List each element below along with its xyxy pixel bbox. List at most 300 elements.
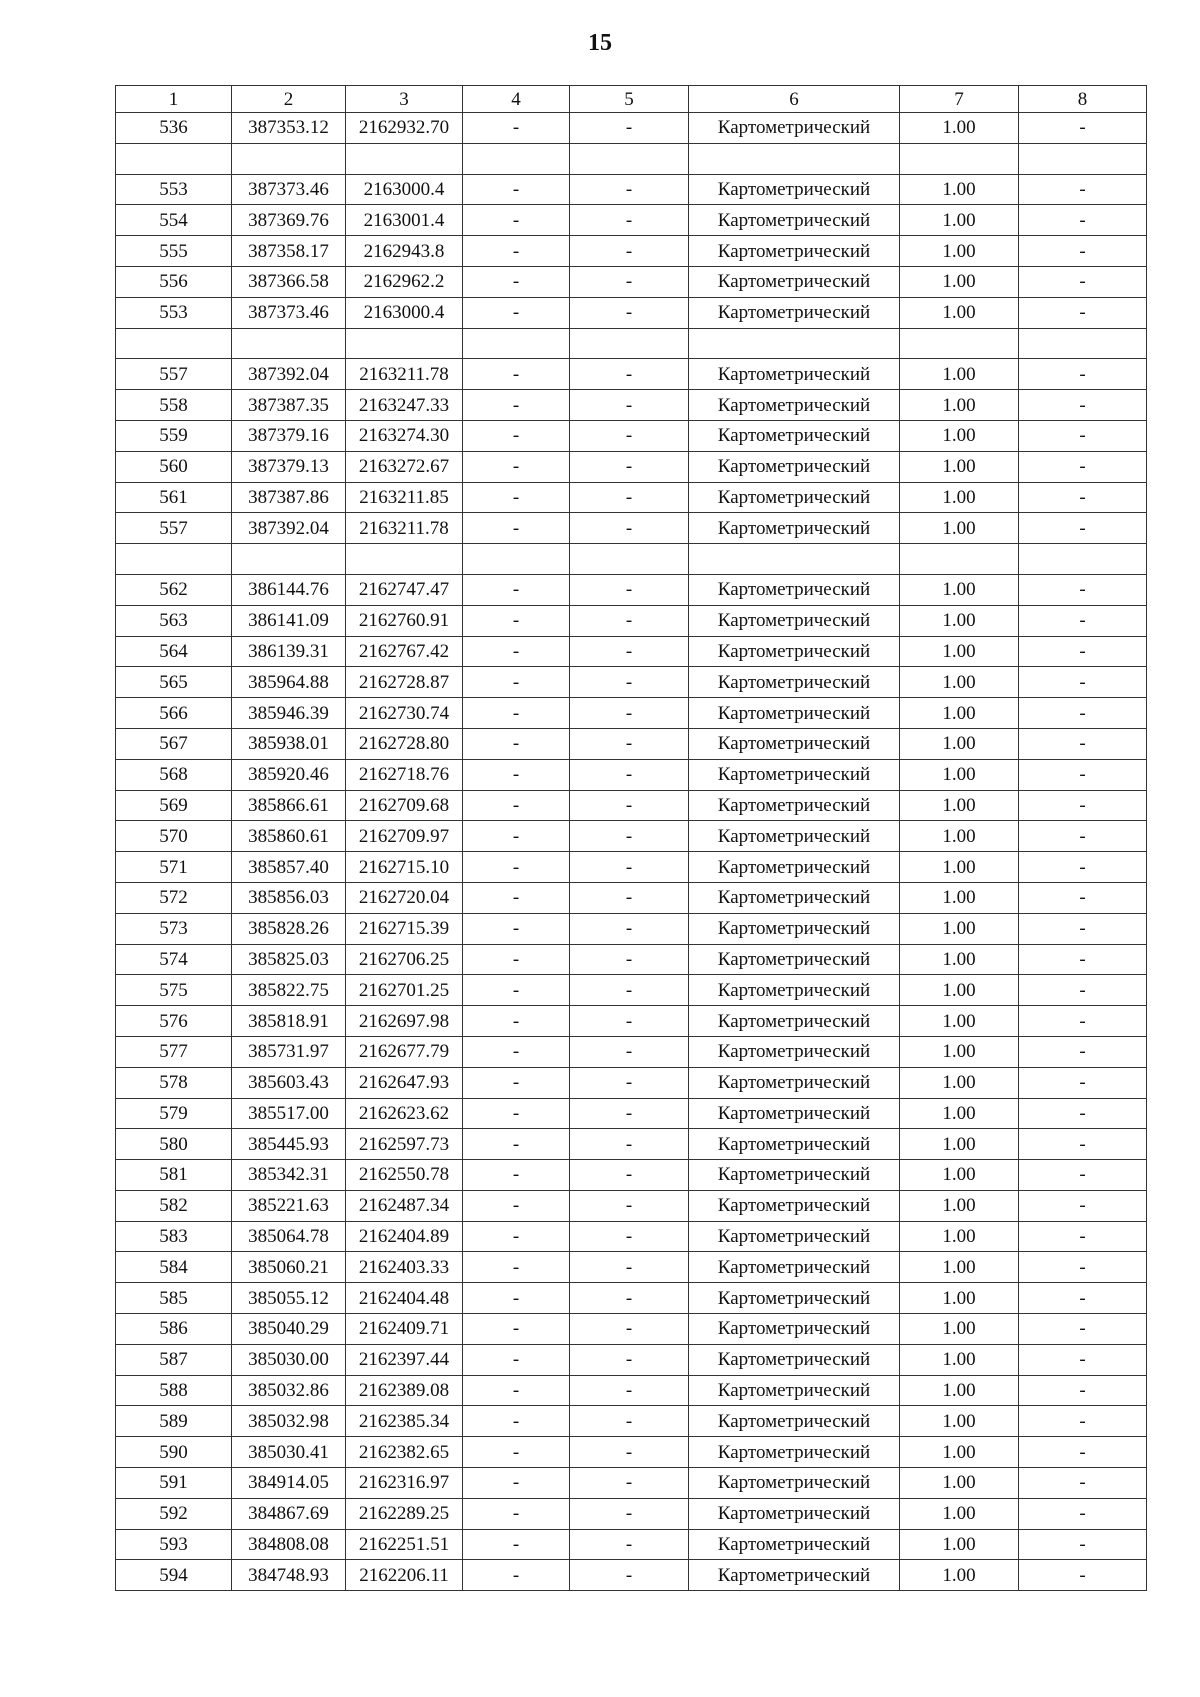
accuracy-cell: 1.00 bbox=[900, 205, 1019, 236]
y-coordinate-cell: 2162289.25 bbox=[346, 1498, 463, 1529]
y-coordinate-cell: 2162550.78 bbox=[346, 1160, 463, 1191]
y-coordinate-cell: 2163211.85 bbox=[346, 482, 463, 513]
method-cell: Картометрический bbox=[689, 451, 900, 482]
column-8-cell: - bbox=[1019, 852, 1147, 883]
y-coordinate-cell: 2162623.62 bbox=[346, 1098, 463, 1129]
accuracy-cell: 1.00 bbox=[900, 636, 1019, 667]
column-5-cell: - bbox=[570, 728, 689, 759]
column-8-cell: - bbox=[1019, 1529, 1147, 1560]
accuracy-cell: 1.00 bbox=[900, 390, 1019, 421]
accuracy-cell: 1.00 bbox=[900, 1375, 1019, 1406]
x-coordinate-cell bbox=[232, 328, 346, 359]
accuracy-cell: 1.00 bbox=[900, 451, 1019, 482]
column-8-cell: - bbox=[1019, 636, 1147, 667]
column-5-cell: - bbox=[570, 1283, 689, 1314]
column-5-cell: - bbox=[570, 482, 689, 513]
x-coordinate-cell: 385818.91 bbox=[232, 1006, 346, 1037]
accuracy-cell: 1.00 bbox=[900, 1160, 1019, 1191]
point-number-cell: 579 bbox=[116, 1098, 232, 1129]
table-row bbox=[116, 1252, 1147, 1283]
y-coordinate-cell: 2163274.30 bbox=[346, 420, 463, 451]
column-5-cell: - bbox=[570, 236, 689, 267]
method-cell: Картометрический bbox=[689, 882, 900, 913]
column-8-cell: - bbox=[1019, 420, 1147, 451]
point-number-cell: 591 bbox=[116, 1468, 232, 1499]
column-8-cell: - bbox=[1019, 236, 1147, 267]
table-body bbox=[116, 113, 1147, 1591]
point-number-cell: 560 bbox=[116, 451, 232, 482]
column-4-cell bbox=[463, 143, 570, 174]
method-cell: Картометрический bbox=[689, 852, 900, 883]
table-header bbox=[116, 86, 1147, 113]
point-number-cell: 566 bbox=[116, 698, 232, 729]
column-8-cell: - bbox=[1019, 667, 1147, 698]
accuracy-cell: 1.00 bbox=[900, 236, 1019, 267]
x-coordinate-cell: 387373.46 bbox=[232, 297, 346, 328]
y-coordinate-cell: 2162382.65 bbox=[346, 1437, 463, 1468]
point-number-cell: 580 bbox=[116, 1129, 232, 1160]
column-8-cell: - bbox=[1019, 1098, 1147, 1129]
accuracy-cell: 1.00 bbox=[900, 420, 1019, 451]
y-coordinate-cell: 2163000.4 bbox=[346, 174, 463, 205]
point-number-cell: 573 bbox=[116, 913, 232, 944]
y-coordinate-cell: 2162397.44 bbox=[346, 1344, 463, 1375]
x-coordinate-cell: 387392.04 bbox=[232, 359, 346, 390]
y-coordinate-cell: 2162597.73 bbox=[346, 1129, 463, 1160]
accuracy-cell: 1.00 bbox=[900, 359, 1019, 390]
accuracy-cell: 1.00 bbox=[900, 1283, 1019, 1314]
column-4-cell: - bbox=[463, 759, 570, 790]
column-8-cell: - bbox=[1019, 1283, 1147, 1314]
method-cell: Картометрический bbox=[689, 359, 900, 390]
column-8-cell: - bbox=[1019, 1006, 1147, 1037]
column-4-cell: - bbox=[463, 205, 570, 236]
column-5-cell: - bbox=[570, 852, 689, 883]
x-coordinate-cell: 385938.01 bbox=[232, 728, 346, 759]
column-4-cell: - bbox=[463, 513, 570, 544]
accuracy-cell bbox=[900, 143, 1019, 174]
table-row bbox=[116, 975, 1147, 1006]
column-5-cell: - bbox=[570, 1036, 689, 1067]
y-coordinate-cell: 2162403.33 bbox=[346, 1252, 463, 1283]
coordinates-table bbox=[115, 85, 1147, 1591]
column-5-cell bbox=[570, 544, 689, 575]
column-8-cell: - bbox=[1019, 1190, 1147, 1221]
method-cell: Картометрический bbox=[689, 1375, 900, 1406]
table-row bbox=[116, 1375, 1147, 1406]
method-cell: Картометрический bbox=[689, 821, 900, 852]
column-8-cell: - bbox=[1019, 1252, 1147, 1283]
column-8-cell: - bbox=[1019, 1344, 1147, 1375]
method-cell: Картометрический bbox=[689, 1036, 900, 1067]
column-5-cell: - bbox=[570, 759, 689, 790]
y-coordinate-cell: 2162747.47 bbox=[346, 574, 463, 605]
x-coordinate-cell: 385603.43 bbox=[232, 1067, 346, 1098]
table-row bbox=[116, 790, 1147, 821]
column-8-cell: - bbox=[1019, 913, 1147, 944]
y-coordinate-cell: 2163001.4 bbox=[346, 205, 463, 236]
column-4-cell: - bbox=[463, 1221, 570, 1252]
blank-row bbox=[116, 328, 1147, 359]
table-row bbox=[116, 482, 1147, 513]
table-row bbox=[116, 359, 1147, 390]
accuracy-cell: 1.00 bbox=[900, 1468, 1019, 1499]
table-row bbox=[116, 113, 1147, 144]
column-4-cell: - bbox=[463, 1129, 570, 1160]
column-4-cell: - bbox=[463, 1437, 570, 1468]
column-8-cell: - bbox=[1019, 1560, 1147, 1591]
accuracy-cell: 1.00 bbox=[900, 1129, 1019, 1160]
table-row bbox=[116, 944, 1147, 975]
column-4-cell: - bbox=[463, 1190, 570, 1221]
accuracy-cell: 1.00 bbox=[900, 574, 1019, 605]
method-cell: Картометрический bbox=[689, 236, 900, 267]
x-coordinate-cell: 385032.98 bbox=[232, 1406, 346, 1437]
point-number-cell: 578 bbox=[116, 1067, 232, 1098]
column-4-cell: - bbox=[463, 1560, 570, 1591]
y-coordinate-cell: 2162943.8 bbox=[346, 236, 463, 267]
accuracy-cell: 1.00 bbox=[900, 790, 1019, 821]
column-8-cell: - bbox=[1019, 1160, 1147, 1191]
x-coordinate-cell: 385055.12 bbox=[232, 1283, 346, 1314]
column-4-cell: - bbox=[463, 1252, 570, 1283]
column-4-cell: - bbox=[463, 790, 570, 821]
column-4-cell: - bbox=[463, 1529, 570, 1560]
table-row bbox=[116, 1437, 1147, 1468]
point-number-cell: 593 bbox=[116, 1529, 232, 1560]
column-5-cell: - bbox=[570, 390, 689, 421]
column-5-cell: - bbox=[570, 1252, 689, 1283]
x-coordinate-cell: 385445.93 bbox=[232, 1129, 346, 1160]
column-8-cell: - bbox=[1019, 698, 1147, 729]
column-8-cell: - bbox=[1019, 1129, 1147, 1160]
method-cell: Картометрический bbox=[689, 574, 900, 605]
column-4-cell: - bbox=[463, 944, 570, 975]
table-row bbox=[116, 1314, 1147, 1345]
column-4-cell: - bbox=[463, 1006, 570, 1037]
table-row bbox=[116, 451, 1147, 482]
column-8-cell: - bbox=[1019, 821, 1147, 852]
method-cell: Картометрический bbox=[689, 1283, 900, 1314]
x-coordinate-cell: 385860.61 bbox=[232, 821, 346, 852]
point-number-cell: 569 bbox=[116, 790, 232, 821]
point-number-cell: 557 bbox=[116, 359, 232, 390]
method-cell: Картометрический bbox=[689, 605, 900, 636]
column-8-cell: - bbox=[1019, 359, 1147, 390]
column-5-cell: - bbox=[570, 1067, 689, 1098]
y-coordinate-cell: 2162389.08 bbox=[346, 1375, 463, 1406]
y-coordinate-cell: 2162728.80 bbox=[346, 728, 463, 759]
column-4-cell: - bbox=[463, 236, 570, 267]
column-8-cell: - bbox=[1019, 944, 1147, 975]
accuracy-cell: 1.00 bbox=[900, 821, 1019, 852]
point-number-cell: 586 bbox=[116, 1314, 232, 1345]
blank-row bbox=[116, 544, 1147, 575]
column-4-cell: - bbox=[463, 636, 570, 667]
accuracy-cell: 1.00 bbox=[900, 297, 1019, 328]
column-5-cell: - bbox=[570, 359, 689, 390]
accuracy-cell: 1.00 bbox=[900, 667, 1019, 698]
x-coordinate-cell: 385825.03 bbox=[232, 944, 346, 975]
x-coordinate-cell: 384914.05 bbox=[232, 1468, 346, 1499]
column-5-cell bbox=[570, 328, 689, 359]
method-cell: Картометрический bbox=[689, 1560, 900, 1591]
x-coordinate-cell: 384867.69 bbox=[232, 1498, 346, 1529]
x-coordinate-cell: 385731.97 bbox=[232, 1036, 346, 1067]
column-8-cell: - bbox=[1019, 1221, 1147, 1252]
method-cell: Картометрический bbox=[689, 759, 900, 790]
x-coordinate-cell: 386144.76 bbox=[232, 574, 346, 605]
method-cell: Картометрический bbox=[689, 790, 900, 821]
column-5-cell: - bbox=[570, 1468, 689, 1499]
y-coordinate-cell: 2162709.68 bbox=[346, 790, 463, 821]
accuracy-cell bbox=[900, 544, 1019, 575]
header-cell: 6 bbox=[689, 86, 900, 113]
point-number-cell: 564 bbox=[116, 636, 232, 667]
method-cell: Картометрический bbox=[689, 1314, 900, 1345]
accuracy-cell: 1.00 bbox=[900, 852, 1019, 883]
method-cell: Картометрический bbox=[689, 1468, 900, 1499]
point-number-cell: 592 bbox=[116, 1498, 232, 1529]
column-5-cell: - bbox=[570, 451, 689, 482]
column-4-cell: - bbox=[463, 852, 570, 883]
column-4-cell: - bbox=[463, 1314, 570, 1345]
header-cell: 7 bbox=[900, 86, 1019, 113]
y-coordinate-cell bbox=[346, 143, 463, 174]
x-coordinate-cell: 385517.00 bbox=[232, 1098, 346, 1129]
method-cell: Картометрический bbox=[689, 174, 900, 205]
accuracy-cell: 1.00 bbox=[900, 605, 1019, 636]
column-8-cell: - bbox=[1019, 790, 1147, 821]
accuracy-cell: 1.00 bbox=[900, 1098, 1019, 1129]
point-number-cell: 554 bbox=[116, 205, 232, 236]
x-coordinate-cell: 387379.13 bbox=[232, 451, 346, 482]
x-coordinate-cell: 385221.63 bbox=[232, 1190, 346, 1221]
method-cell: Картометрический bbox=[689, 1006, 900, 1037]
method-cell: Картометрический bbox=[689, 636, 900, 667]
point-number-cell: 585 bbox=[116, 1283, 232, 1314]
method-cell: Картометрический bbox=[689, 975, 900, 1006]
accuracy-cell: 1.00 bbox=[900, 882, 1019, 913]
accuracy-cell: 1.00 bbox=[900, 1314, 1019, 1345]
column-8-cell: - bbox=[1019, 605, 1147, 636]
column-4-cell: - bbox=[463, 1375, 570, 1406]
point-number-cell bbox=[116, 328, 232, 359]
table-row bbox=[116, 1529, 1147, 1560]
column-8-cell: - bbox=[1019, 205, 1147, 236]
x-coordinate-cell: 387387.35 bbox=[232, 390, 346, 421]
column-8-cell: - bbox=[1019, 759, 1147, 790]
column-8-cell: - bbox=[1019, 174, 1147, 205]
x-coordinate-cell: 387353.12 bbox=[232, 113, 346, 144]
accuracy-cell: 1.00 bbox=[900, 728, 1019, 759]
column-5-cell: - bbox=[570, 1437, 689, 1468]
accuracy-cell: 1.00 bbox=[900, 113, 1019, 144]
column-4-cell: - bbox=[463, 482, 570, 513]
y-coordinate-cell: 2162697.98 bbox=[346, 1006, 463, 1037]
y-coordinate-cell: 2162409.71 bbox=[346, 1314, 463, 1345]
point-number-cell: 556 bbox=[116, 266, 232, 297]
x-coordinate-cell: 384748.93 bbox=[232, 1560, 346, 1591]
point-number-cell: 563 bbox=[116, 605, 232, 636]
method-cell: Картометрический bbox=[689, 1221, 900, 1252]
column-4-cell bbox=[463, 328, 570, 359]
point-number-cell: 581 bbox=[116, 1160, 232, 1191]
header-cell: 4 bbox=[463, 86, 570, 113]
y-coordinate-cell: 2162404.89 bbox=[346, 1221, 463, 1252]
table-row bbox=[116, 605, 1147, 636]
x-coordinate-cell: 385030.41 bbox=[232, 1437, 346, 1468]
y-coordinate-cell: 2162206.11 bbox=[346, 1560, 463, 1591]
method-cell: Картометрический bbox=[689, 698, 900, 729]
column-5-cell: - bbox=[570, 975, 689, 1006]
accuracy-cell: 1.00 bbox=[900, 1252, 1019, 1283]
column-8-cell: - bbox=[1019, 1437, 1147, 1468]
column-5-cell bbox=[570, 143, 689, 174]
column-4-cell: - bbox=[463, 1283, 570, 1314]
x-coordinate-cell: 387387.86 bbox=[232, 482, 346, 513]
column-4-cell: - bbox=[463, 420, 570, 451]
accuracy-cell: 1.00 bbox=[900, 1190, 1019, 1221]
table-row bbox=[116, 1067, 1147, 1098]
x-coordinate-cell: 386139.31 bbox=[232, 636, 346, 667]
header-cell: 8 bbox=[1019, 86, 1147, 113]
column-8-cell: - bbox=[1019, 574, 1147, 605]
column-5-cell: - bbox=[570, 698, 689, 729]
method-cell: Картометрический bbox=[689, 113, 900, 144]
header-row bbox=[116, 86, 1147, 113]
column-4-cell: - bbox=[463, 359, 570, 390]
method-cell: Картометрический bbox=[689, 1190, 900, 1221]
x-coordinate-cell: 387379.16 bbox=[232, 420, 346, 451]
column-5-cell: - bbox=[570, 1129, 689, 1160]
method-cell: Картометрический bbox=[689, 390, 900, 421]
column-5-cell: - bbox=[570, 574, 689, 605]
point-number-cell: 553 bbox=[116, 297, 232, 328]
x-coordinate-cell: 387366.58 bbox=[232, 266, 346, 297]
column-8-cell: - bbox=[1019, 1468, 1147, 1499]
y-coordinate-cell: 2162962.2 bbox=[346, 266, 463, 297]
table-row bbox=[116, 1498, 1147, 1529]
column-5-cell: - bbox=[570, 1098, 689, 1129]
x-coordinate-cell: 384808.08 bbox=[232, 1529, 346, 1560]
column-8-cell: - bbox=[1019, 390, 1147, 421]
accuracy-cell: 1.00 bbox=[900, 482, 1019, 513]
point-number-cell: 589 bbox=[116, 1406, 232, 1437]
point-number-cell: 555 bbox=[116, 236, 232, 267]
point-number-cell: 575 bbox=[116, 975, 232, 1006]
table-row bbox=[116, 236, 1147, 267]
y-coordinate-cell bbox=[346, 328, 463, 359]
column-5-cell: - bbox=[570, 882, 689, 913]
column-4-cell: - bbox=[463, 266, 570, 297]
point-number-cell: 561 bbox=[116, 482, 232, 513]
column-5-cell: - bbox=[570, 1498, 689, 1529]
point-number-cell: 590 bbox=[116, 1437, 232, 1468]
column-5-cell: - bbox=[570, 605, 689, 636]
method-cell: Картометрический bbox=[689, 297, 900, 328]
point-number-cell: 565 bbox=[116, 667, 232, 698]
method-cell: Картометрический bbox=[689, 667, 900, 698]
column-8-cell: - bbox=[1019, 513, 1147, 544]
point-number-cell: 574 bbox=[116, 944, 232, 975]
column-8-cell: - bbox=[1019, 451, 1147, 482]
point-number-cell bbox=[116, 544, 232, 575]
table-row bbox=[116, 390, 1147, 421]
x-coordinate-cell: 385822.75 bbox=[232, 975, 346, 1006]
method-cell: Картометрический bbox=[689, 1529, 900, 1560]
table-row bbox=[116, 1221, 1147, 1252]
x-coordinate-cell: 386141.09 bbox=[232, 605, 346, 636]
table-row bbox=[116, 574, 1147, 605]
column-4-cell: - bbox=[463, 1160, 570, 1191]
method-cell: Картометрический bbox=[689, 1160, 900, 1191]
method-cell: Картометрический bbox=[689, 513, 900, 544]
column-4-cell: - bbox=[463, 1067, 570, 1098]
column-5-cell: - bbox=[570, 1406, 689, 1437]
x-coordinate-cell: 385064.78 bbox=[232, 1221, 346, 1252]
accuracy-cell: 1.00 bbox=[900, 1560, 1019, 1591]
y-coordinate-cell: 2162728.87 bbox=[346, 667, 463, 698]
column-4-cell: - bbox=[463, 297, 570, 328]
column-5-cell: - bbox=[570, 913, 689, 944]
x-coordinate-cell: 387358.17 bbox=[232, 236, 346, 267]
method-cell: Картометрический bbox=[689, 1098, 900, 1129]
x-coordinate-cell bbox=[232, 544, 346, 575]
column-5-cell: - bbox=[570, 1160, 689, 1191]
accuracy-cell: 1.00 bbox=[900, 944, 1019, 975]
x-coordinate-cell: 385828.26 bbox=[232, 913, 346, 944]
y-coordinate-cell: 2162385.34 bbox=[346, 1406, 463, 1437]
column-8-cell bbox=[1019, 328, 1147, 359]
method-cell: Картометрический bbox=[689, 482, 900, 513]
x-coordinate-cell: 387369.76 bbox=[232, 205, 346, 236]
header-cell: 1 bbox=[116, 86, 232, 113]
y-coordinate-cell: 2162720.04 bbox=[346, 882, 463, 913]
y-coordinate-cell: 2162767.42 bbox=[346, 636, 463, 667]
point-number-cell: 558 bbox=[116, 390, 232, 421]
table-row bbox=[116, 636, 1147, 667]
y-coordinate-cell: 2162932.70 bbox=[346, 113, 463, 144]
column-8-cell: - bbox=[1019, 975, 1147, 1006]
column-4-cell: - bbox=[463, 913, 570, 944]
column-5-cell: - bbox=[570, 944, 689, 975]
column-8-cell bbox=[1019, 143, 1147, 174]
column-4-cell: - bbox=[463, 698, 570, 729]
method-cell bbox=[689, 143, 900, 174]
method-cell: Картометрический bbox=[689, 913, 900, 944]
method-cell: Картометрический bbox=[689, 1406, 900, 1437]
table-row bbox=[116, 1036, 1147, 1067]
table-row bbox=[116, 420, 1147, 451]
y-coordinate-cell: 2162709.97 bbox=[346, 821, 463, 852]
column-5-cell: - bbox=[570, 1344, 689, 1375]
y-coordinate-cell: 2162718.76 bbox=[346, 759, 463, 790]
point-number-cell: 536 bbox=[116, 113, 232, 144]
y-coordinate-cell: 2163272.67 bbox=[346, 451, 463, 482]
table-row bbox=[116, 882, 1147, 913]
y-coordinate-cell: 2162715.10 bbox=[346, 852, 463, 883]
point-number-cell: 594 bbox=[116, 1560, 232, 1591]
x-coordinate-cell: 385030.00 bbox=[232, 1344, 346, 1375]
y-coordinate-cell: 2163211.78 bbox=[346, 359, 463, 390]
method-cell: Картометрический bbox=[689, 420, 900, 451]
y-coordinate-cell: 2163247.33 bbox=[346, 390, 463, 421]
table-row bbox=[116, 1160, 1147, 1191]
method-cell: Картометрический bbox=[689, 266, 900, 297]
point-number-cell: 557 bbox=[116, 513, 232, 544]
x-coordinate-cell: 385040.29 bbox=[232, 1314, 346, 1345]
